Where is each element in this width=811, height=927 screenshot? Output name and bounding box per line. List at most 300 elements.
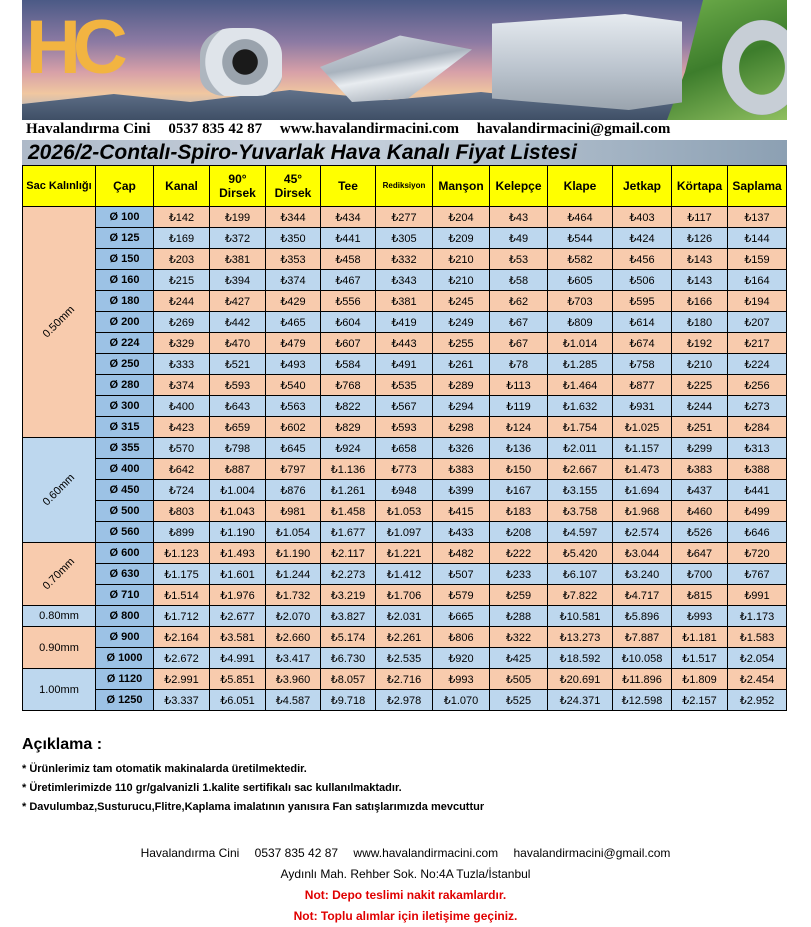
- price-cell: ₺1.181: [672, 627, 728, 648]
- table-row: [23, 249, 787, 270]
- table-row: [23, 438, 787, 459]
- price-cell: ₺4.717: [613, 585, 672, 606]
- price-cell: ₺563: [266, 396, 321, 417]
- price-cell: ₺117: [672, 207, 728, 228]
- price-cell: ₺767: [728, 564, 787, 585]
- header-cell: Sac Kalınlığı: [23, 166, 96, 207]
- header-cell: Kelepçe: [490, 166, 548, 207]
- price-cell: ₺1.694: [613, 480, 672, 501]
- price-cell: ₺1.261: [321, 480, 376, 501]
- price-cell: ₺1.221: [376, 543, 433, 564]
- price-cell: ₺526: [672, 522, 728, 543]
- price-cell: ₺1.070: [433, 690, 490, 711]
- price-cell: ₺482: [433, 543, 490, 564]
- price-cell: ₺249: [433, 312, 490, 333]
- price-cell: ₺1.517: [672, 648, 728, 669]
- thickness-label: 1.00mm: [39, 683, 79, 696]
- price-cell: ₺424: [613, 228, 672, 249]
- price-cell: ₺593: [210, 375, 266, 396]
- price-cell: ₺415: [433, 501, 490, 522]
- price-cell: ₺217: [728, 333, 787, 354]
- price-cell: ₺388: [728, 459, 787, 480]
- table-row: [23, 228, 787, 249]
- header-cell: Klape: [548, 166, 613, 207]
- price-cell: ₺222: [490, 543, 548, 564]
- price-cell: ₺192: [672, 333, 728, 354]
- price-cell: ₺210: [433, 270, 490, 291]
- price-cell: ₺343: [376, 270, 433, 291]
- price-cell: ₺289: [433, 375, 490, 396]
- price-cell: ₺464: [548, 207, 613, 228]
- price-cell: ₺1.004: [210, 480, 266, 501]
- price-cell: ₺244: [154, 291, 210, 312]
- price-cell: ₺2.031: [376, 606, 433, 627]
- price-cell: ₺78: [490, 354, 548, 375]
- price-cell: ₺3.240: [613, 564, 672, 585]
- spiral-duct-image: [312, 32, 472, 102]
- price-cell: ₺119: [490, 396, 548, 417]
- price-cell: ₺199: [210, 207, 266, 228]
- header-cell: Çap: [96, 166, 154, 207]
- header-cell: 90° Dirsek: [210, 166, 266, 207]
- phone-number: 0537 835 42 87: [168, 121, 263, 137]
- company-name: Havalandırma Cini: [26, 121, 151, 137]
- diameter-cell: Ø 150: [96, 249, 154, 270]
- table-row: [23, 669, 787, 690]
- price-cell: ₺479: [266, 333, 321, 354]
- price-cell: ₺570: [154, 438, 210, 459]
- price-cell: ₺210: [672, 354, 728, 375]
- price-cell: ₺7.822: [548, 585, 613, 606]
- price-cell: ₺1.976: [210, 585, 266, 606]
- price-cell: ₺535: [376, 375, 433, 396]
- logo-text: HC: [26, 5, 120, 90]
- price-cell: ₺49: [490, 228, 548, 249]
- notes-heading: Açıklama :: [22, 736, 103, 753]
- price-cell: ₺899: [154, 522, 210, 543]
- footer: [0, 843, 811, 927]
- price-cell: ₺525: [490, 690, 548, 711]
- diameter-cell: Ø 710: [96, 585, 154, 606]
- price-cell: ₺582: [548, 249, 613, 270]
- price-cell: ₺18.592: [548, 648, 613, 669]
- price-cell: ₺1.809: [672, 669, 728, 690]
- price-cell: ₺499: [728, 501, 787, 522]
- price-cell: ₺11.896: [613, 669, 672, 690]
- price-cell: ₺806: [433, 627, 490, 648]
- price-cell: ₺720: [728, 543, 787, 564]
- price-cell: ₺419: [376, 312, 433, 333]
- price-cell: ₺53: [490, 249, 548, 270]
- diameter-cell: Ø 1250: [96, 690, 154, 711]
- header-cell: Saplama: [728, 166, 787, 207]
- price-cell: ₺437: [672, 480, 728, 501]
- footer-note: Not: Depo teslimi nakit rakamlardır.: [304, 888, 507, 902]
- price-cell: ₺10.058: [613, 648, 672, 669]
- price-cell: ₺798: [210, 438, 266, 459]
- price-cell: ₺329: [154, 333, 210, 354]
- price-cell: ₺24.371: [548, 690, 613, 711]
- price-cell: ₺2.667: [548, 459, 613, 480]
- website-link[interactable]: www.havalandirmacini.com: [279, 121, 460, 137]
- footer-website[interactable]: www.havalandirmacini.com: [353, 846, 499, 860]
- price-cell: ₺13.273: [548, 627, 613, 648]
- price-cell: ₺948: [376, 480, 433, 501]
- inline-fan-image: [200, 28, 282, 96]
- price-cell: ₺299: [672, 438, 728, 459]
- price-cell: ₺350: [266, 228, 321, 249]
- price-cell: ₺313: [728, 438, 787, 459]
- header-cell: Jetkap: [613, 166, 672, 207]
- table-row: [23, 480, 787, 501]
- price-cell: ₺164: [728, 270, 787, 291]
- price-cell: ₺700: [672, 564, 728, 585]
- thickness-cell: [23, 669, 96, 711]
- diameter-cell: Ø 1120: [96, 669, 154, 690]
- price-cell: ₺288: [490, 606, 548, 627]
- price-cell: ₺703: [548, 291, 613, 312]
- price-cell: ₺1.583: [728, 627, 787, 648]
- table-row: [23, 585, 787, 606]
- price-cell: ₺540: [266, 375, 321, 396]
- price-cell: ₺180: [672, 312, 728, 333]
- thickness-cell: [23, 606, 96, 627]
- thickness-label: 0.90mm: [39, 641, 79, 654]
- price-cell: ₺58: [490, 270, 548, 291]
- price-cell: ₺3.581: [210, 627, 266, 648]
- price-cell: ₺803: [154, 501, 210, 522]
- price-cell: ₺993: [672, 606, 728, 627]
- price-cell: ₺3.219: [321, 585, 376, 606]
- footer-address: Aydınlı Mah. Rehber Sok. No:4A Tuzla/İstanbul: [280, 867, 531, 881]
- price-cell: ₺877: [613, 375, 672, 396]
- price-cell: ₺4.991: [210, 648, 266, 669]
- price-cell: ₺556: [321, 291, 376, 312]
- price-cell: ₺2.157: [672, 690, 728, 711]
- price-cell: ₺326: [433, 438, 490, 459]
- price-cell: ₺126: [672, 228, 728, 249]
- price-cell: ₺797: [266, 459, 321, 480]
- price-cell: ₺142: [154, 207, 210, 228]
- price-cell: ₺441: [728, 480, 787, 501]
- price-cell: ₺507: [433, 564, 490, 585]
- price-cell: ₺579: [433, 585, 490, 606]
- diameter-cell: Ø 100: [96, 207, 154, 228]
- price-cell: ₺5.174: [321, 627, 376, 648]
- note-item: * Üretimlerimizde 110 gr/galvanizli 1.kalite sertifikalı sac kullanılmaktadır.: [22, 782, 402, 794]
- header-cell: Rediksiyon: [376, 166, 433, 207]
- price-cell: ₺1.968: [613, 501, 672, 522]
- price-cell: ₺124: [490, 417, 548, 438]
- contact-line: [26, 121, 684, 138]
- price-cell: ₺595: [613, 291, 672, 312]
- price-cell: ₺607: [321, 333, 376, 354]
- price-cell: ₺9.718: [321, 690, 376, 711]
- price-cell: ₺1.025: [613, 417, 672, 438]
- diameter-cell: Ø 1000: [96, 648, 154, 669]
- price-cell: ₺333: [154, 354, 210, 375]
- price-cell: ₺2.070: [266, 606, 321, 627]
- price-cell: ₺2.535: [376, 648, 433, 669]
- price-cell: ₺1.190: [266, 543, 321, 564]
- price-cell: ₺159: [728, 249, 787, 270]
- price-cell: ₺269: [154, 312, 210, 333]
- price-cell: ₺1.412: [376, 564, 433, 585]
- price-cell: ₺643: [210, 396, 266, 417]
- price-cell: ₺981: [266, 501, 321, 522]
- table-row: [23, 522, 787, 543]
- price-cell: ₺2.454: [728, 669, 787, 690]
- price-cell: ₺20.691: [548, 669, 613, 690]
- price-cell: ₺215: [154, 270, 210, 291]
- price-cell: ₺467: [321, 270, 376, 291]
- price-cell: ₺665: [433, 606, 490, 627]
- price-cell: ₺544: [548, 228, 613, 249]
- diameter-cell: Ø 600: [96, 543, 154, 564]
- table-row: [23, 501, 787, 522]
- price-cell: ₺273: [728, 396, 787, 417]
- page-title: 2026/2-Contalı-Spiro-Yuvarlak Hava Kanalı Fiyat Listesi: [28, 141, 577, 164]
- price-cell: ₺2.164: [154, 627, 210, 648]
- table-row: [23, 396, 787, 417]
- price-cell: ₺822: [321, 396, 376, 417]
- price-cell: ₺224: [728, 354, 787, 375]
- price-cell: ₺284: [728, 417, 787, 438]
- thickness-cell: [23, 627, 96, 669]
- price-cell: ₺1.123: [154, 543, 210, 564]
- table-row: [23, 354, 787, 375]
- price-cell: ₺150: [490, 459, 548, 480]
- table-row: [23, 291, 787, 312]
- price-cell: ₺1.632: [548, 396, 613, 417]
- price-cell: ₺2.273: [321, 564, 376, 585]
- price-cell: ₺137: [728, 207, 787, 228]
- price-cell: ₺2.261: [376, 627, 433, 648]
- price-cell: ₺1.097: [376, 522, 433, 543]
- price-cell: ₺7.887: [613, 627, 672, 648]
- price-cell: ₺6.107: [548, 564, 613, 585]
- diameter-cell: Ø 300: [96, 396, 154, 417]
- price-cell: ₺12.598: [613, 690, 672, 711]
- price-cell: ₺2.117: [321, 543, 376, 564]
- price-cell: ₺645: [266, 438, 321, 459]
- price-cell: ₺1.244: [266, 564, 321, 585]
- thickness-label: 0.80mm: [39, 610, 79, 622]
- diameter-cell: Ø 560: [96, 522, 154, 543]
- price-cell: ₺2.991: [154, 669, 210, 690]
- price-cell: ₺204: [433, 207, 490, 228]
- price-cell: ₺1.173: [728, 606, 787, 627]
- price-cell: ₺456: [613, 249, 672, 270]
- table-row: [23, 648, 787, 669]
- price-cell: ₺567: [376, 396, 433, 417]
- thickness-label: 0.70mm: [40, 555, 78, 593]
- note-item: * Ürünlerimiz tam otomatik makinalarda üretilmektedir.: [22, 763, 307, 775]
- price-cell: ₺604: [321, 312, 376, 333]
- price-cell: ₺144: [728, 228, 787, 249]
- diameter-cell: Ø 224: [96, 333, 154, 354]
- price-cell: ₺584: [321, 354, 376, 375]
- table-row: [23, 690, 787, 711]
- diameter-cell: Ø 900: [96, 627, 154, 648]
- price-cell: ₺773: [376, 459, 433, 480]
- thickness-cell: [23, 207, 96, 438]
- price-cell: ₺400: [154, 396, 210, 417]
- email-link[interactable]: havalandirmacini@gmail.com: [476, 121, 671, 137]
- price-cell: ₺605: [548, 270, 613, 291]
- price-cell: ₺470: [210, 333, 266, 354]
- price-cell: ₺659: [210, 417, 266, 438]
- note-item: * Davulumbaz,Susturucu,Flitre,Kaplama imalatının yanısıra Fan satışlarımızda mevcuttur: [22, 801, 485, 813]
- diameter-cell: Ø 200: [96, 312, 154, 333]
- price-table-body: [23, 207, 787, 711]
- diameter-cell: Ø 500: [96, 501, 154, 522]
- price-cell: ₺207: [728, 312, 787, 333]
- header-cell: Kanal: [154, 166, 210, 207]
- price-cell: ₺298: [433, 417, 490, 438]
- diameter-cell: Ø 450: [96, 480, 154, 501]
- diameter-cell: Ø 800: [96, 606, 154, 627]
- table-header-row: [23, 166, 787, 207]
- price-cell: ₺67: [490, 333, 548, 354]
- price-cell: ₺433: [433, 522, 490, 543]
- price-cell: ₺1.285: [548, 354, 613, 375]
- price-cell: ₺1.175: [154, 564, 210, 585]
- price-cell: ₺6.730: [321, 648, 376, 669]
- price-cell: ₺1.732: [266, 585, 321, 606]
- price-cell: ₺491: [376, 354, 433, 375]
- price-cell: ₺394: [210, 270, 266, 291]
- price-cell: ₺1.458: [321, 501, 376, 522]
- price-cell: ₺646: [728, 522, 787, 543]
- price-cell: ₺2.716: [376, 669, 433, 690]
- diameter-cell: Ø 630: [96, 564, 154, 585]
- price-cell: ₺294: [433, 396, 490, 417]
- price-cell: ₺1.514: [154, 585, 210, 606]
- diameter-cell: Ø 125: [96, 228, 154, 249]
- diameter-cell: Ø 400: [96, 459, 154, 480]
- price-cell: ₺245: [433, 291, 490, 312]
- price-cell: ₺203: [154, 249, 210, 270]
- price-cell: ₺169: [154, 228, 210, 249]
- price-cell: ₺399: [433, 480, 490, 501]
- price-cell: ₺225: [672, 375, 728, 396]
- price-cell: ₺460: [672, 501, 728, 522]
- price-cell: ₺277: [376, 207, 433, 228]
- price-cell: ₺658: [376, 438, 433, 459]
- price-cell: ₺3.337: [154, 690, 210, 711]
- table-row: [23, 606, 787, 627]
- price-cell: ₺614: [613, 312, 672, 333]
- price-cell: ₺1.464: [548, 375, 613, 396]
- price-cell: ₺255: [433, 333, 490, 354]
- price-cell: ₺3.155: [548, 480, 613, 501]
- title-bar: [22, 140, 787, 165]
- table-row: [23, 543, 787, 564]
- price-cell: ₺1.473: [613, 459, 672, 480]
- price-cell: ₺1.190: [210, 522, 266, 543]
- price-cell: ₺724: [154, 480, 210, 501]
- price-cell: ₺4.597: [548, 522, 613, 543]
- price-cell: ₺1.706: [376, 585, 433, 606]
- header-cell: Körtapa: [672, 166, 728, 207]
- footer-note: Not: Toplu alımlar için iletişime geçiniz.: [293, 909, 518, 923]
- price-cell: ₺372: [210, 228, 266, 249]
- price-cell: ₺381: [376, 291, 433, 312]
- thickness-cell: [23, 438, 96, 543]
- price-cell: ₺423: [154, 417, 210, 438]
- table-row: [23, 312, 787, 333]
- price-cell: ₺829: [321, 417, 376, 438]
- diameter-cell: Ø 280: [96, 375, 154, 396]
- price-cell: ₺143: [672, 270, 728, 291]
- price-cell: ₺2.660: [266, 627, 321, 648]
- price-cell: ₺1.043: [210, 501, 266, 522]
- price-cell: ₺991: [728, 585, 787, 606]
- price-cell: ₺166: [672, 291, 728, 312]
- price-cell: ₺5.851: [210, 669, 266, 690]
- price-cell: ₺593: [376, 417, 433, 438]
- price-cell: ₺10.581: [548, 606, 613, 627]
- price-cell: ₺210: [433, 249, 490, 270]
- price-cell: ₺425: [490, 648, 548, 669]
- table-row: [23, 459, 787, 480]
- footer-email[interactable]: havalandirmacini@gmail.com: [513, 846, 671, 860]
- price-cell: ₺1.601: [210, 564, 266, 585]
- price-cell: ₺183: [490, 501, 548, 522]
- price-cell: ₺674: [613, 333, 672, 354]
- price-cell: ₺2.054: [728, 648, 787, 669]
- price-cell: ₺427: [210, 291, 266, 312]
- price-cell: ₺143: [672, 249, 728, 270]
- price-cell: ₺506: [613, 270, 672, 291]
- table-row: [23, 375, 787, 396]
- price-cell: ₺259: [490, 585, 548, 606]
- price-cell: ₺642: [154, 459, 210, 480]
- price-cell: ₺493: [266, 354, 321, 375]
- diameter-cell: Ø 355: [96, 438, 154, 459]
- diameter-cell: Ø 315: [96, 417, 154, 438]
- thickness-label: 0.60mm: [40, 471, 78, 509]
- price-cell: ₺1.677: [321, 522, 376, 543]
- price-table: [22, 165, 787, 711]
- price-cell: ₺403: [613, 207, 672, 228]
- header-cell: Tee: [321, 166, 376, 207]
- price-cell: ₺768: [321, 375, 376, 396]
- price-cell: ₺993: [433, 669, 490, 690]
- price-cell: ₺2.672: [154, 648, 210, 669]
- diameter-cell: Ø 160: [96, 270, 154, 291]
- diameter-cell: Ø 180: [96, 291, 154, 312]
- price-cell: ₺353: [266, 249, 321, 270]
- price-cell: ₺256: [728, 375, 787, 396]
- price-cell: ₺920: [433, 648, 490, 669]
- price-cell: ₺62: [490, 291, 548, 312]
- price-cell: ₺167: [490, 480, 548, 501]
- price-cell: ₺4.587: [266, 690, 321, 711]
- table-row: [23, 333, 787, 354]
- footer-phone: 0537 835 42 87: [254, 846, 339, 860]
- price-cell: ₺1.053: [376, 501, 433, 522]
- notes-section: [22, 736, 782, 817]
- price-cell: ₺505: [490, 669, 548, 690]
- price-cell: ₺815: [672, 585, 728, 606]
- price-cell: ₺209: [433, 228, 490, 249]
- price-cell: ₺251: [672, 417, 728, 438]
- price-cell: ₺602: [266, 417, 321, 438]
- price-cell: ₺381: [210, 249, 266, 270]
- price-cell: ₺887: [210, 459, 266, 480]
